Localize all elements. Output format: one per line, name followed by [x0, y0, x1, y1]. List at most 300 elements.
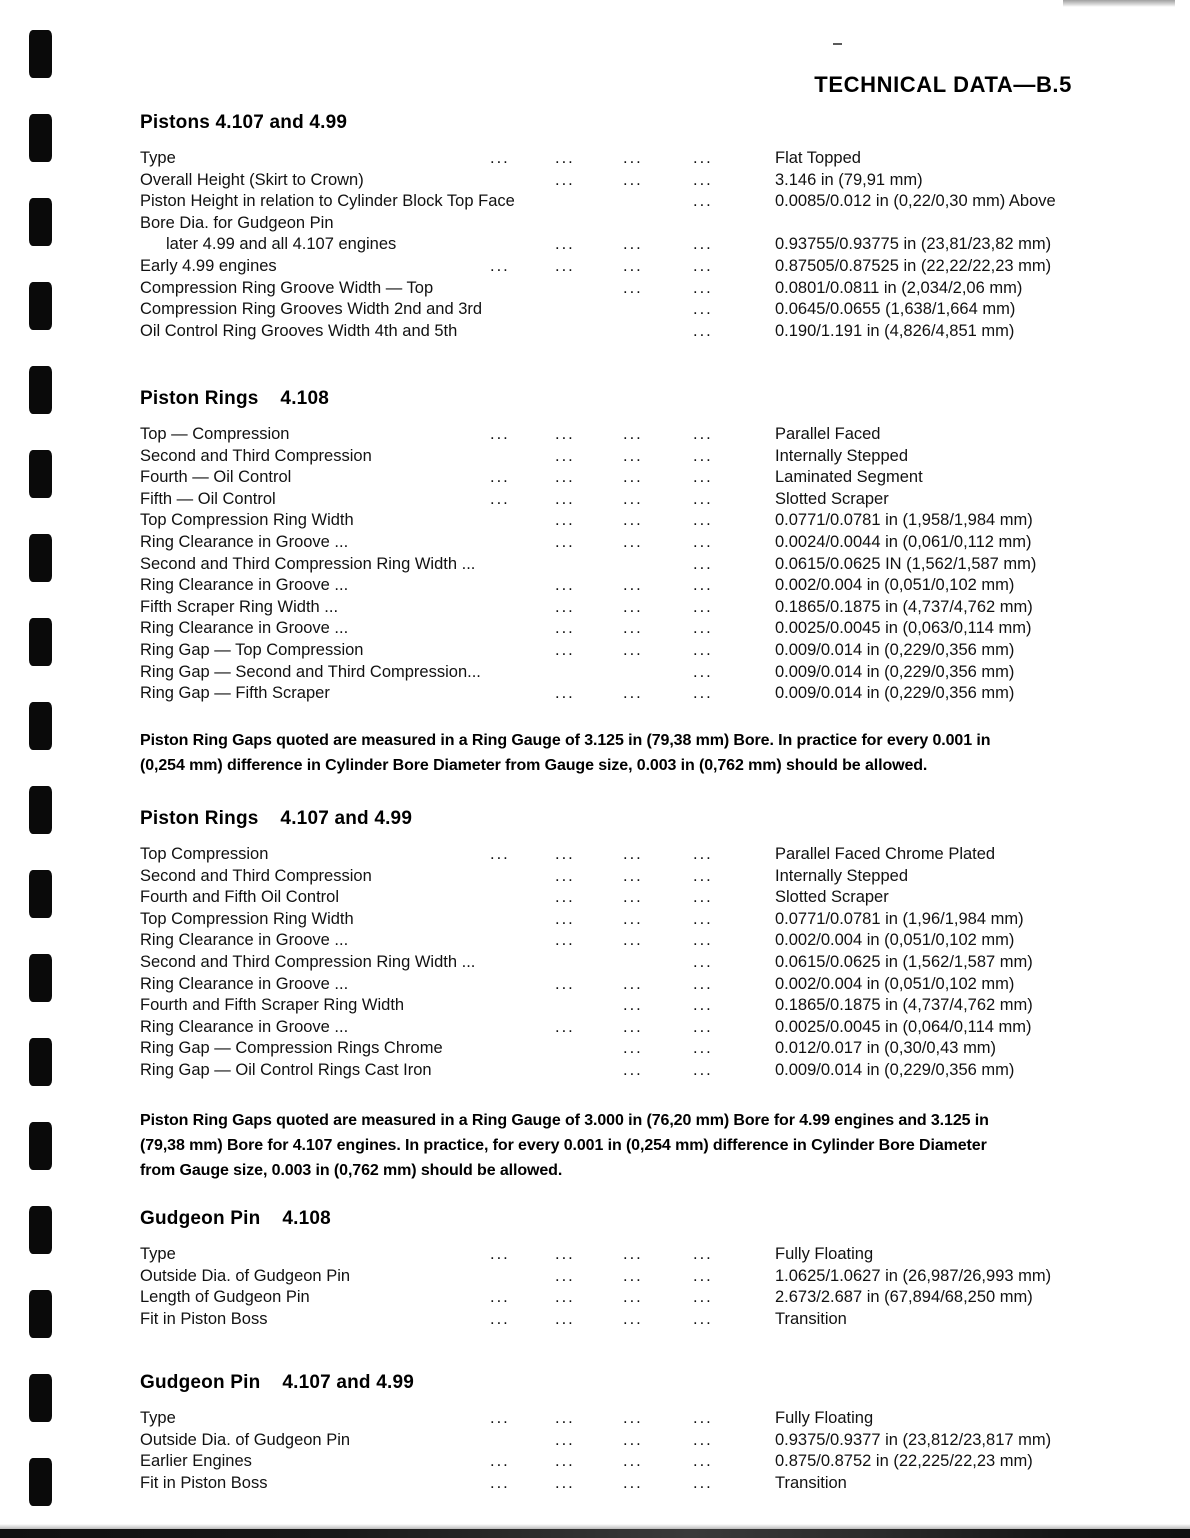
- leader-dots: ...: [623, 1452, 643, 1471]
- leader-dots: ...: [555, 597, 575, 616]
- leader-dots: ...: [555, 170, 575, 189]
- leader-dots: [693, 213, 775, 235]
- binding-marks-strip: [0, 0, 120, 1538]
- leader-dots: ...: [623, 149, 643, 167]
- leader-dots: ...: [490, 468, 510, 487]
- leader-dots: ...: [555, 866, 575, 885]
- leader-dots: [490, 213, 555, 235]
- leader-dots: ...: [555, 425, 575, 443]
- binding-mark: [29, 366, 52, 414]
- spec-row: [140, 844, 1066, 866]
- leader-dots: ...: [490, 489, 510, 508]
- leader-dots: [490, 952, 555, 974]
- spec-value: 0.009/0.014 in (0,229/0,356 mm): [775, 684, 1015, 703]
- leader-dots: ...: [693, 576, 713, 595]
- leader-dots: ...: [490, 1245, 510, 1263]
- scan-tick-mark: [833, 43, 842, 45]
- leader-dots: [490, 866, 555, 888]
- spec-label: Fit in Piston Boss: [140, 1309, 268, 1328]
- spec-label: Early 4.99 engines: [140, 256, 277, 275]
- leader-dots: [555, 554, 623, 576]
- leader-dots: ...: [623, 1288, 643, 1307]
- leader-dots: [555, 213, 623, 235]
- leader-dots: ...: [555, 640, 575, 659]
- spec-label: Ring Clearance in Groove ...: [140, 532, 349, 551]
- leader-dots: [490, 1430, 555, 1452]
- leader-dots: ...: [623, 278, 643, 297]
- spec-section: [140, 1372, 1080, 1494]
- spec-row: [140, 866, 1066, 888]
- binding-mark: [29, 1038, 52, 1086]
- leader-dots: ...: [693, 952, 713, 971]
- leader-dots: [555, 662, 623, 684]
- spec-value: Slotted Scraper: [775, 888, 889, 907]
- spec-row: [140, 299, 1066, 321]
- spec-value: Parallel Faced: [775, 425, 881, 443]
- spec-table: [140, 1408, 1066, 1494]
- leader-dots: ...: [555, 1266, 575, 1285]
- leader-dots: ...: [623, 576, 643, 595]
- spec-row: [140, 1408, 1066, 1430]
- leader-dots: ...: [693, 1245, 713, 1263]
- spec-label: Ring Gap — Fifth Scraper: [140, 684, 330, 703]
- leader-dots: ...: [693, 1017, 713, 1036]
- spec-value: Internally Stepped: [775, 866, 909, 885]
- spec-row: [140, 640, 1066, 662]
- scan-smudge-top-right: [1063, 0, 1175, 7]
- leader-dots: ...: [623, 1409, 643, 1427]
- page-title: TECHNICAL DATA—B.5: [814, 72, 1072, 97]
- spec-row: [140, 554, 1066, 576]
- leader-dots: ...: [623, 1309, 643, 1328]
- leader-dots: ...: [693, 321, 713, 340]
- leader-dots: [623, 299, 693, 321]
- spec-label: Piston Height in relation to Cylinder Block Top Face: [140, 192, 515, 211]
- spec-section: [140, 808, 1080, 1082]
- spec-label: Fit in Piston Boss: [140, 1473, 268, 1492]
- spec-value: Slotted Scraper: [775, 489, 889, 508]
- leader-dots: ...: [693, 170, 713, 189]
- leader-dots: ...: [693, 1288, 713, 1307]
- spec-value: 0.0024/0.0044 in (0,061/0,112 mm): [775, 532, 1032, 551]
- spec-value: 0.002/0.004 in (0,051/0,102 mm): [775, 576, 1015, 595]
- binding-mark: [29, 1290, 52, 1338]
- leader-dots: ...: [555, 1430, 575, 1449]
- spec-label: Fourth and Fifth Oil Control: [140, 888, 339, 907]
- leader-dots: ...: [623, 619, 643, 638]
- spec-value: 0.002/0.004 in (0,051/0,102 mm): [775, 931, 1015, 950]
- leader-dots: ...: [693, 974, 713, 993]
- binding-mark: [29, 30, 52, 78]
- leader-dots: ...: [555, 1245, 575, 1263]
- spec-row: [140, 909, 1066, 931]
- spec-value: 0.875/0.8752 in (22,225/22,23 mm): [775, 1452, 1033, 1471]
- spec-label: Top Compression: [140, 845, 269, 863]
- leader-dots: [490, 234, 555, 256]
- leader-dots: [490, 1266, 555, 1288]
- leader-dots: ...: [693, 866, 713, 885]
- spec-value: 0.190/1.191 in (4,826/4,851 mm): [775, 321, 1015, 340]
- leader-dots: ...: [555, 684, 575, 703]
- spec-value: 0.87505/0.87525 in (22,22/22,23 mm): [775, 256, 1052, 275]
- spec-row: [140, 278, 1066, 300]
- spec-row: [140, 1473, 1066, 1495]
- spec-row: [140, 170, 1066, 192]
- leader-dots: ...: [555, 1288, 575, 1307]
- leader-dots: ...: [555, 619, 575, 638]
- leader-dots: ...: [623, 489, 643, 508]
- spec-row: [140, 532, 1066, 554]
- leader-dots: [490, 170, 555, 192]
- leader-dots: ...: [693, 909, 713, 928]
- spec-table: [140, 1244, 1066, 1330]
- spec-value: Fully Floating: [775, 1409, 874, 1427]
- spec-value: 0.012/0.017 in (0,30/0,43 mm): [775, 1039, 997, 1058]
- leader-dots: ...: [555, 909, 575, 928]
- spec-row: [140, 191, 1066, 213]
- spec-table: [140, 424, 1066, 705]
- spec-row: [140, 930, 1066, 952]
- leader-dots: ...: [693, 619, 713, 638]
- section-heading: Gudgeon Pin 4.107 and 4.99: [140, 1372, 414, 1393]
- leader-dots: ...: [693, 446, 713, 465]
- spec-row: [140, 952, 1066, 974]
- spec-label: Ring Clearance in Groove ...: [140, 576, 349, 595]
- spec-label: Fifth Scraper Ring Width ...: [140, 597, 339, 616]
- leader-dots: [555, 1038, 623, 1060]
- leader-dots: ...: [555, 446, 575, 465]
- spec-row: [140, 995, 1066, 1017]
- spec-row: [140, 446, 1066, 468]
- spec-row: [140, 683, 1066, 705]
- leader-dots: ...: [623, 511, 643, 530]
- leader-dots: ...: [693, 278, 713, 297]
- spec-row: [140, 1060, 1066, 1082]
- leader-dots: ...: [555, 1017, 575, 1036]
- leader-dots: ...: [555, 468, 575, 487]
- leader-dots: ...: [693, 149, 713, 167]
- leader-dots: ...: [693, 931, 713, 950]
- leader-dots: ...: [693, 684, 713, 703]
- footnote-line: Piston Ring Gaps quoted are measured in a Ring Gauge of 3.125 in (79,38 mm) Bore. In practice for every 0.001 in: [140, 732, 991, 749]
- spec-label: Top Compression Ring Width: [140, 909, 354, 928]
- leader-dots: [555, 278, 623, 300]
- spec-label: Ring Clearance in Groove ...: [140, 1017, 349, 1036]
- footnote-line: (0,254 mm) difference in Cylinder Bore Diameter from Gauge size, 0.003 in (0,762 mm) should be allowed.: [140, 757, 928, 774]
- leader-dots: ...: [623, 170, 643, 189]
- leader-dots: ...: [555, 256, 575, 275]
- spec-table: [140, 148, 1066, 342]
- leader-dots: ...: [623, 1245, 643, 1263]
- leader-dots: [490, 909, 555, 931]
- leader-dots: [490, 640, 555, 662]
- leader-dots: ...: [490, 1288, 510, 1307]
- leader-dots: [490, 554, 555, 576]
- spec-label: Ring Clearance in Groove ...: [140, 974, 349, 993]
- leader-dots: ...: [623, 888, 643, 907]
- spec-label: Outside Dia. of Gudgeon Pin: [140, 1266, 351, 1285]
- spec-label: Earlier Engines: [140, 1452, 252, 1471]
- spec-label: Fifth — Oil Control: [140, 489, 276, 508]
- spec-row: [140, 618, 1066, 640]
- leader-dots: ...: [623, 684, 643, 703]
- leader-dots: ...: [555, 974, 575, 993]
- leader-dots: ...: [623, 1266, 643, 1285]
- binding-mark: [29, 1458, 52, 1506]
- leader-dots: ...: [623, 1473, 643, 1492]
- spec-label: Second and Third Compression Ring Width ...: [140, 952, 476, 971]
- leader-dots: ...: [693, 996, 713, 1015]
- spec-value: 0.0025/0.0045 in (0,063/0,114 mm): [775, 619, 1032, 638]
- binding-mark: [29, 450, 52, 498]
- spec-row: [140, 1309, 1066, 1331]
- spec-row: [140, 489, 1066, 511]
- binding-mark: [29, 534, 52, 582]
- leader-dots: ...: [623, 1017, 643, 1036]
- spec-value: 0.0771/0.0781 in (1,96/1,984 mm): [775, 909, 1024, 928]
- leader-dots: ...: [623, 974, 643, 993]
- spec-row: [140, 510, 1066, 532]
- spec-value: 0.1865/0.1875 in (4,737/4,762 mm): [775, 996, 1033, 1015]
- spec-label: Compression Ring Grooves Width 2nd and 3rd: [140, 300, 483, 319]
- leader-dots: ...: [693, 511, 713, 530]
- leader-dots: ...: [490, 256, 510, 275]
- leader-dots: ...: [693, 532, 713, 551]
- spec-label: Type: [140, 149, 176, 167]
- spec-label: Fourth — Oil Control: [140, 468, 292, 487]
- leader-dots: [490, 618, 555, 640]
- leader-dots: [623, 321, 693, 343]
- leader-dots: ...: [555, 489, 575, 508]
- spec-value: 0.009/0.014 in (0,229/0,356 mm): [775, 662, 1015, 681]
- leader-dots: [623, 213, 693, 235]
- spec-value: 0.002/0.004 in (0,051/0,102 mm): [775, 974, 1015, 993]
- spec-value: Transition: [775, 1309, 847, 1328]
- leader-dots: ...: [555, 576, 575, 595]
- leader-dots: [490, 1038, 555, 1060]
- spec-section: [140, 112, 1080, 342]
- spec-value: Transition: [775, 1473, 847, 1492]
- spec-value: 0.0801/0.0811 in (2,034/2,06 mm): [775, 278, 1023, 297]
- footnote-line: from Gauge size, 0.003 in (0,762 mm) should be allowed.: [140, 1162, 563, 1179]
- spec-value: 0.009/0.014 in (0,229/0,356 mm): [775, 1060, 1015, 1079]
- leader-dots: [555, 191, 623, 213]
- leader-dots: ...: [623, 866, 643, 885]
- leader-dots: ...: [623, 845, 643, 863]
- footnote-line: (79,38 mm) Bore for 4.107 engines. In practice, for every 0.001 in (0,254 mm) difference in Cylinder Bore Diameter: [140, 1137, 987, 1154]
- spec-value: 0.9375/0.9377 in (23,812/23,817 mm): [775, 1430, 1052, 1449]
- leader-dots: [555, 299, 623, 321]
- footnote-line: Piston Ring Gaps quoted are measured in a Ring Gauge of 3.000 in (76,20 mm) Bore for 4.99 engines and 3.125 in: [140, 1112, 989, 1129]
- spec-label: Top Compression Ring Width: [140, 511, 354, 530]
- spec-row: [140, 575, 1066, 597]
- leader-dots: ...: [623, 597, 643, 616]
- spec-row: [140, 1017, 1066, 1039]
- spec-label: Length of Gudgeon Pin: [140, 1288, 310, 1307]
- leader-dots: [490, 299, 555, 321]
- spec-row: [140, 467, 1066, 489]
- leader-dots: ...: [693, 1409, 713, 1427]
- spec-label: Compression Ring Groove Width — Top: [140, 278, 434, 297]
- spec-value: 0.0025/0.0045 in (0,064/0,114 mm): [775, 1017, 1032, 1036]
- leader-dots: [490, 1060, 555, 1082]
- binding-mark: [29, 282, 52, 330]
- leader-dots: ...: [555, 1452, 575, 1471]
- binding-mark: [29, 702, 52, 750]
- leader-dots: ...: [623, 1430, 643, 1449]
- leader-dots: ...: [693, 1039, 713, 1058]
- leader-dots: ...: [490, 425, 510, 443]
- spec-row: [140, 321, 1066, 343]
- spec-label: Ring Clearance in Groove ...: [140, 619, 349, 638]
- spec-value: 0.0615/0.0625 in (1,562/1,587 mm): [775, 952, 1033, 971]
- spec-row: [140, 148, 1066, 170]
- binding-mark: [29, 786, 52, 834]
- spec-value: 1.0625/1.0627 in (26,987/26,993 mm): [775, 1266, 1052, 1285]
- leader-dots: ...: [693, 1430, 713, 1449]
- spec-label: Top — Compression: [140, 425, 290, 443]
- leader-dots: [490, 662, 555, 684]
- leader-dots: [490, 510, 555, 532]
- leader-dots: ...: [693, 235, 713, 254]
- spec-label: Oil Control Ring Grooves Width 4th and 5th: [140, 321, 458, 340]
- leader-dots: ...: [693, 300, 713, 319]
- leader-dots: [490, 321, 555, 343]
- spec-section: [140, 388, 1080, 705]
- leader-dots: ...: [693, 489, 713, 508]
- spec-value: Laminated Segment: [775, 468, 923, 487]
- spec-row: [140, 974, 1066, 996]
- leader-dots: ...: [555, 1409, 575, 1427]
- spec-row: [140, 213, 1066, 235]
- leader-dots: [623, 191, 693, 213]
- leader-dots: ...: [693, 256, 713, 275]
- spec-value: 2.673/2.687 in (67,894/68,250 mm): [775, 1288, 1033, 1307]
- binding-mark: [29, 954, 52, 1002]
- leader-dots: [555, 1060, 623, 1082]
- leader-dots: ...: [693, 597, 713, 616]
- leader-dots: [490, 575, 555, 597]
- spec-value: 0.009/0.014 in (0,229/0,356 mm): [775, 640, 1015, 659]
- leader-dots: [490, 446, 555, 468]
- spec-label: Second and Third Compression: [140, 446, 372, 465]
- leader-dots: ...: [555, 149, 575, 167]
- leader-dots: [555, 952, 623, 974]
- leader-dots: [555, 321, 623, 343]
- footnote: [140, 1108, 1072, 1183]
- leader-dots: ...: [693, 554, 713, 573]
- leader-dots: ...: [693, 1473, 713, 1492]
- footnote: [140, 728, 1072, 778]
- spec-label: Bore Dia. for Gudgeon Pin: [140, 213, 334, 232]
- leader-dots: [490, 887, 555, 909]
- spec-value: Flat Topped: [775, 149, 861, 167]
- spec-value: 0.0771/0.0781 in (1,958/1,984 mm): [775, 511, 1033, 530]
- spec-label: Ring Gap — Compression Rings Chrome: [140, 1039, 443, 1058]
- leader-dots: ...: [693, 192, 713, 211]
- section-heading: Pistons 4.107 and 4.99: [140, 112, 348, 133]
- spec-value: 0.93755/0.93775 in (23,81/23,82 mm): [775, 235, 1052, 254]
- spec-table: [140, 844, 1066, 1082]
- spec-value: 0.1865/0.1875 in (4,737/4,762 mm): [775, 597, 1033, 616]
- spec-row: [140, 424, 1066, 446]
- scan-bottom-edge: [0, 1529, 1190, 1538]
- leader-dots: ...: [693, 1309, 713, 1328]
- spec-row: [140, 1038, 1066, 1060]
- spec-row: [140, 1287, 1066, 1309]
- spec-label: Ring Gap — Oil Control Rings Cast Iron: [140, 1060, 432, 1079]
- leader-dots: ...: [623, 256, 643, 275]
- leader-dots: ...: [623, 532, 643, 551]
- leader-dots: ...: [490, 149, 510, 167]
- leader-dots: [623, 662, 693, 684]
- leader-dots: ...: [693, 1266, 713, 1285]
- leader-dots: ...: [693, 888, 713, 907]
- binding-mark: [29, 1206, 52, 1254]
- spec-label: Ring Gap — Second and Third Compression...: [140, 662, 481, 681]
- spec-row: [140, 887, 1066, 909]
- leader-dots: [490, 532, 555, 554]
- spec-row: [140, 1451, 1066, 1473]
- spec-label: Ring Clearance in Groove ...: [140, 931, 349, 950]
- leader-dots: ...: [693, 1452, 713, 1471]
- leader-dots: ...: [555, 888, 575, 907]
- spec-label: Second and Third Compression: [140, 866, 372, 885]
- leader-dots: ...: [693, 662, 713, 681]
- spec-value: 0.0645/0.0655 (1,638/1,664 mm): [775, 300, 1016, 319]
- binding-mark: [29, 618, 52, 666]
- spec-row: [140, 256, 1066, 278]
- spec-value: 3.146 in (79,91 mm): [775, 170, 923, 189]
- leader-dots: [623, 952, 693, 974]
- spec-label: Overall Height (Skirt to Crown): [140, 170, 364, 189]
- leader-dots: ...: [693, 640, 713, 659]
- section-heading: Piston Rings 4.108: [140, 388, 329, 409]
- leader-dots: [490, 597, 555, 619]
- leader-dots: [490, 683, 555, 705]
- spec-row: [140, 234, 1066, 256]
- spec-label: Type: [140, 1245, 176, 1263]
- leader-dots: ...: [623, 235, 643, 254]
- leader-dots: ...: [555, 511, 575, 530]
- leader-dots: ...: [693, 468, 713, 487]
- leader-dots: ...: [623, 1039, 643, 1058]
- binding-mark: [29, 198, 52, 246]
- leader-dots: ...: [693, 845, 713, 863]
- leader-dots: ...: [490, 1452, 510, 1471]
- leader-dots: ...: [623, 909, 643, 928]
- leader-dots: ...: [490, 1309, 510, 1328]
- leader-dots: ...: [555, 931, 575, 950]
- spec-label: Type: [140, 1409, 176, 1427]
- spec-row: [140, 597, 1066, 619]
- spec-label: Second and Third Compression Ring Width ...: [140, 554, 476, 573]
- leader-dots: ...: [490, 845, 510, 863]
- binding-mark: [29, 114, 52, 162]
- leader-dots: [490, 995, 555, 1017]
- leader-dots: [490, 1017, 555, 1039]
- spec-label: Ring Gap — Top Compression: [140, 640, 364, 659]
- spec-label: Outside Dia. of Gudgeon Pin: [140, 1430, 351, 1449]
- leader-dots: ...: [490, 1473, 510, 1492]
- leader-dots: ...: [623, 640, 643, 659]
- spec-row: [140, 1430, 1066, 1452]
- spec-section: [140, 1208, 1080, 1330]
- binding-mark: [29, 1374, 52, 1422]
- spec-value: 0.0085/0.012 in (0,22/0,30 mm) Above: [775, 192, 1056, 211]
- leader-dots: ...: [555, 1473, 575, 1492]
- spec-label: later 4.99 and all 4.107 engines: [166, 235, 397, 254]
